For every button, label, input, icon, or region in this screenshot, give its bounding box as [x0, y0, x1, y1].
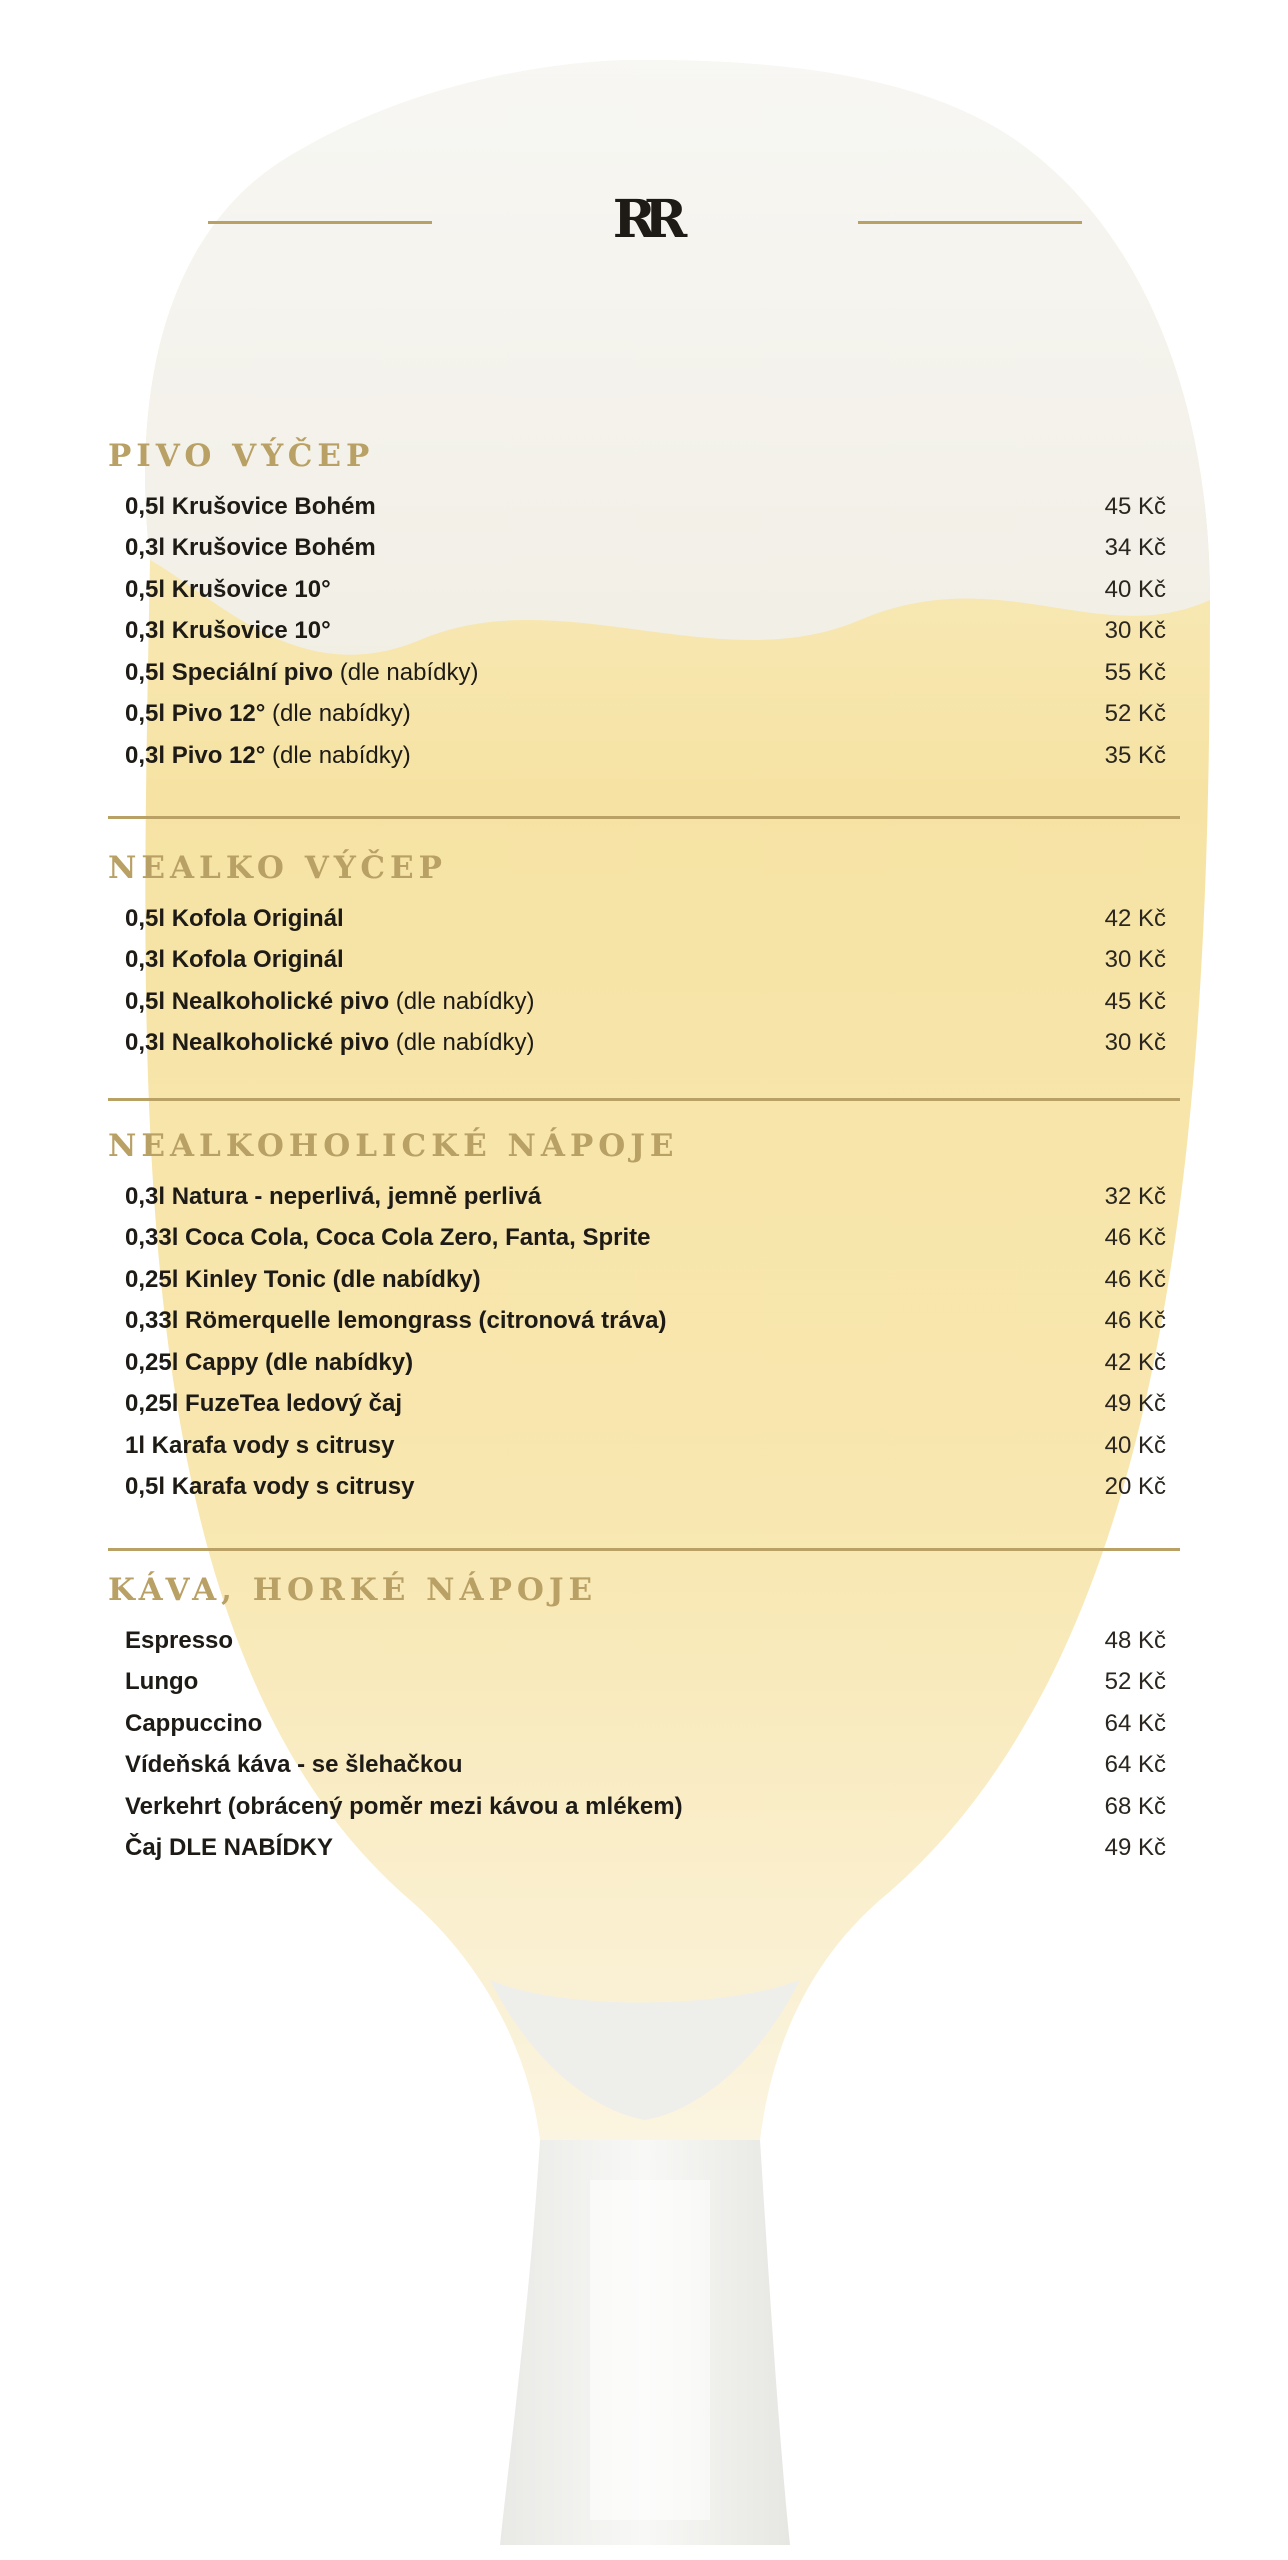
menu-item — [125, 486, 1180, 528]
menu-item-name — [125, 1349, 413, 1377]
menu-item-list — [108, 486, 1180, 777]
menu-item-price: 55 Kč — [1104, 658, 1166, 686]
logo-left-rule — [208, 221, 432, 224]
menu-item-title: Cappuccino — [125, 1709, 263, 1737]
menu-item — [125, 652, 1180, 694]
menu-item-title: 0,5l Krušovice Bohém — [125, 492, 376, 520]
menu-item — [125, 1384, 1180, 1426]
menu-item — [125, 1342, 1180, 1384]
menu-item-name — [125, 659, 478, 687]
menu-item-note: (dle nabídky) — [389, 1029, 535, 1057]
menu-item-price: 30 Kč — [1104, 1029, 1166, 1057]
menu-item-title: 0,3l Nealkoholické pivo — [125, 1029, 390, 1057]
menu-item-price: 40 Kč — [1104, 1431, 1166, 1459]
menu-item-price: 48 Kč — [1104, 1626, 1166, 1654]
logo-right-rule — [858, 221, 1082, 224]
menu-item-title: 1l Karafa vody s citrusy — [125, 1431, 395, 1459]
section-nealko-vycep — [108, 846, 1180, 1064]
menu-item-name — [125, 1473, 414, 1501]
menu-item-name — [125, 1224, 650, 1252]
menu-item-note: (dle nabídky) — [333, 658, 479, 686]
menu-item-price: 30 Kč — [1104, 946, 1166, 974]
menu-item — [125, 611, 1180, 653]
section-title: NEALKO VÝČEP — [108, 850, 447, 886]
menu-item — [125, 1425, 1180, 1467]
menu-item — [125, 1176, 1180, 1218]
menu-item-price: 52 Kč — [1104, 700, 1166, 728]
menu-item-title: 0,25l Cappy (dle nabídky) — [125, 1348, 414, 1376]
menu-item-price: 30 Kč — [1104, 617, 1166, 645]
menu-item-title: 0,3l Krušovice Bohém — [125, 534, 376, 562]
menu-item-title: 0,25l FuzeTea ledový čaj — [125, 1390, 403, 1418]
menu-item-price: 46 Kč — [1104, 1224, 1166, 1252]
section-title: KÁVA, HORKÉ NÁPOJE — [108, 1572, 598, 1608]
menu-item-name — [125, 1668, 198, 1696]
menu-item-title: 0,3l Pivo 12° — [125, 741, 266, 769]
menu-item-name — [125, 1710, 262, 1738]
section-divider — [108, 1548, 1180, 1551]
menu-item-title: 0,3l Natura - neperlivá, jemně perlivá — [125, 1182, 542, 1210]
menu-item-title: Lungo — [125, 1668, 199, 1696]
menu-item-title: 0,5l Nealkoholické pivo — [125, 987, 390, 1015]
section-title: PIVO VÝČEP — [108, 438, 375, 474]
menu-item-note: (dle nabídky) — [265, 741, 411, 769]
menu-item — [125, 528, 1180, 570]
section-divider — [108, 1098, 1180, 1101]
menu-item-price: 68 Kč — [1104, 1792, 1166, 1820]
menu-item-price: 35 Kč — [1104, 741, 1166, 769]
menu-item — [125, 981, 1180, 1023]
menu-item — [125, 940, 1180, 982]
menu-item-list — [108, 898, 1180, 1064]
menu-item — [125, 1259, 1180, 1301]
menu-item-name — [125, 1834, 333, 1862]
menu-item-name — [125, 1627, 233, 1655]
menu-item-list — [108, 1620, 1180, 1869]
menu-item — [125, 1301, 1180, 1343]
menu-item-title: Verkehrt (obrácený poměr mezi kávou a mlékem) — [125, 1792, 683, 1820]
menu-item-price: 42 Kč — [1104, 1348, 1166, 1376]
menu-item-price: 64 Kč — [1104, 1709, 1166, 1737]
menu-item-price: 34 Kč — [1104, 534, 1166, 562]
menu-item — [125, 1662, 1180, 1704]
menu-item-title: 0,5l Krušovice 10° — [125, 575, 331, 603]
section-nealkoholicke-napoje — [108, 1124, 1180, 1508]
menu-item-price: 40 Kč — [1104, 575, 1166, 603]
menu-item — [125, 1023, 1180, 1065]
menu-item-name — [125, 534, 376, 562]
section-kava-horke-napoje — [108, 1568, 1180, 1869]
menu-item-title: 0,3l Krušovice 10° — [125, 617, 331, 645]
menu-item — [125, 735, 1180, 777]
menu-item — [125, 1828, 1180, 1870]
menu-item-name — [125, 1793, 683, 1821]
menu-item — [125, 1620, 1180, 1662]
menu-item-price: 42 Kč — [1104, 904, 1166, 932]
menu-item-name — [125, 988, 535, 1016]
menu-item-name — [125, 1307, 667, 1335]
menu-item-list — [108, 1176, 1180, 1508]
menu-item-title: 0,5l Kofola Originál — [125, 904, 344, 932]
menu-item-price: 49 Kč — [1104, 1834, 1166, 1862]
menu-item-price: 49 Kč — [1104, 1390, 1166, 1418]
menu-item-note: (dle nabídky) — [265, 700, 411, 728]
menu-item — [125, 1467, 1180, 1509]
menu-item-name — [125, 493, 376, 521]
menu-item — [125, 898, 1180, 940]
menu-item-price: 20 Kč — [1104, 1473, 1166, 1501]
menu-item-name — [125, 1390, 402, 1418]
menu-item-name — [125, 700, 411, 728]
menu-item-title: 0,25l Kinley Tonic (dle nabídky) — [125, 1265, 481, 1293]
menu-item-name — [125, 1751, 463, 1779]
menu-item-name — [125, 946, 344, 974]
brand-logo: RR — [612, 189, 676, 250]
menu-item — [125, 694, 1180, 736]
section-title: NEALKOHOLICKÉ NÁPOJE — [108, 1128, 679, 1164]
menu-item-title: 0,3l Kofola Originál — [125, 946, 344, 974]
menu-item-name — [125, 742, 411, 770]
stem-highlight — [590, 2180, 710, 2520]
menu-item-title: 0,5l Speciální pivo — [125, 658, 334, 686]
menu-item — [125, 569, 1180, 611]
menu-item-title: 0,33l Coca Cola, Coca Cola Zero, Fanta, Sprite — [125, 1224, 651, 1252]
menu-item-name — [125, 1432, 394, 1460]
section-divider — [108, 816, 1180, 819]
menu-item-name — [125, 1029, 535, 1057]
menu-item-price: 45 Kč — [1104, 987, 1166, 1015]
menu-item-title: 0,5l Pivo 12° — [125, 700, 266, 728]
menu-item-price: 45 Kč — [1104, 492, 1166, 520]
menu-item — [125, 1786, 1180, 1828]
menu-item — [125, 1745, 1180, 1787]
menu-item-name — [125, 617, 331, 645]
menu-item-name — [125, 576, 331, 604]
menu-item-title: Čaj DLE NABÍDKY — [125, 1834, 334, 1862]
section-pivo-vycep — [108, 434, 1180, 777]
menu-item — [125, 1218, 1180, 1260]
menu-item-price: 46 Kč — [1104, 1307, 1166, 1335]
menu-item-price: 52 Kč — [1104, 1668, 1166, 1696]
menu-item-name — [125, 1266, 481, 1294]
menu-item-note: (dle nabídky) — [389, 987, 535, 1015]
menu-item-name — [125, 1183, 541, 1211]
menu-item-title: 0,5l Karafa vody s citrusy — [125, 1473, 415, 1501]
menu-item-price: 64 Kč — [1104, 1751, 1166, 1779]
menu-item-title: 0,33l Römerquelle lemongrass (citronová tráva) — [125, 1307, 667, 1335]
menu-item-price: 32 Kč — [1104, 1182, 1166, 1210]
menu-item-price: 46 Kč — [1104, 1265, 1166, 1293]
menu-item-name — [125, 905, 344, 933]
menu-item-title: Espresso — [125, 1626, 234, 1654]
menu-item — [125, 1703, 1180, 1745]
header-logo-row — [0, 190, 1288, 260]
menu-item-title: Vídeňská káva - se šlehačkou — [125, 1751, 463, 1779]
